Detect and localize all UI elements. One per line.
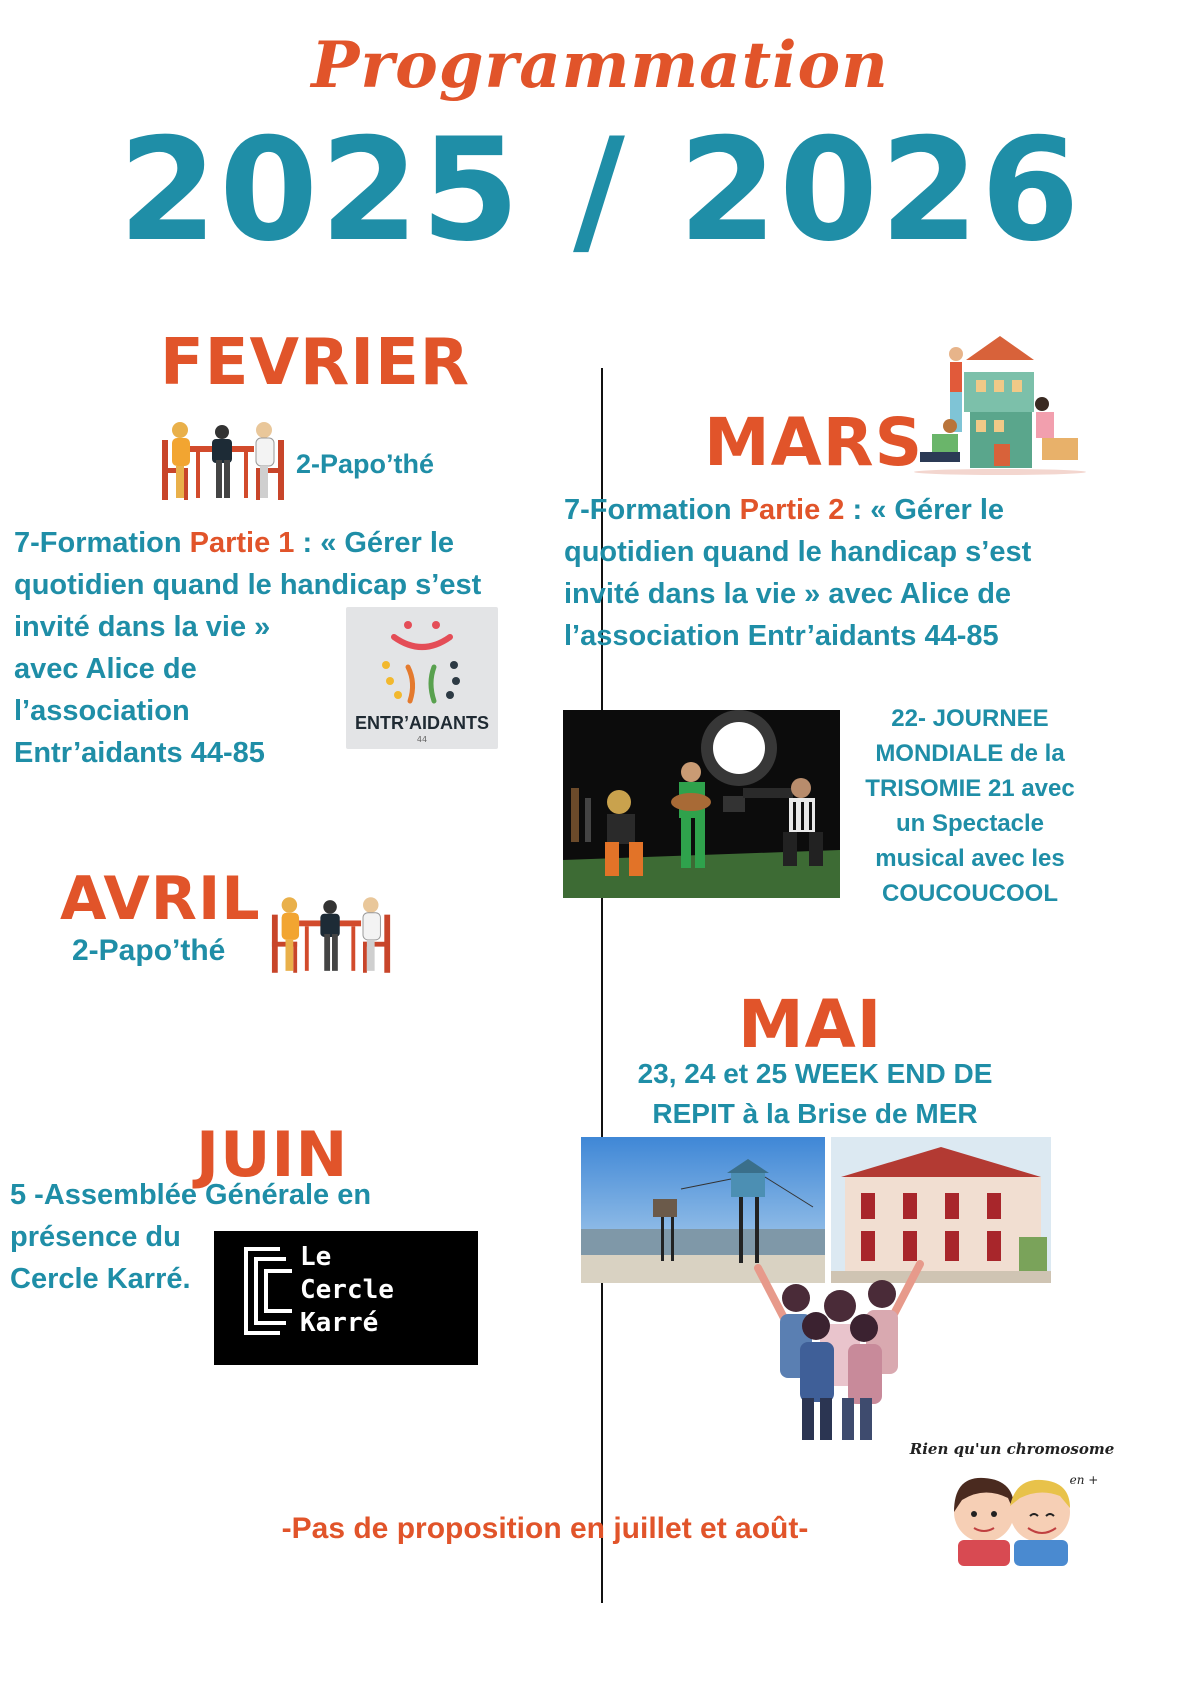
mai-line2: REPIT à la Brise de MER xyxy=(652,1098,978,1129)
month-avril: AVRIL xyxy=(60,864,261,934)
mars-journee-line6: COUCOUCOOL xyxy=(882,880,1058,907)
entraidants-logo-subtext: 44 xyxy=(416,735,428,744)
fevrier-formation-line4: avec Alice de xyxy=(14,653,197,685)
juin-line3: Cercle Karré. xyxy=(10,1263,191,1295)
cercle-karre-logo-text xyxy=(300,1241,394,1340)
mars-journee-line2: MONDIALE de la xyxy=(875,740,1065,767)
cercle-karre-mark-icon xyxy=(236,1245,300,1337)
chromosome-logo-text: Rien qu'un chromosome xyxy=(909,1440,1115,1458)
rien-qu-un-chromosome-logo xyxy=(909,1428,1115,1574)
mars-formation-line1 xyxy=(564,489,1184,531)
juin-line1: 5 -Assemblée Générale en xyxy=(10,1179,372,1211)
mars-formation-line4: l’association Entr’aidants 44-85 xyxy=(564,620,999,652)
program-script-title: Programmation xyxy=(311,28,889,103)
juin-line2: présence du xyxy=(10,1221,181,1253)
mars-journee-line5: musical avec les xyxy=(875,845,1065,872)
cercle-karre-logo xyxy=(214,1231,478,1365)
fevrier-formation-line1 xyxy=(14,522,574,564)
coucoucool-concert-photo xyxy=(563,710,840,898)
entraidants-smile-icon xyxy=(372,617,472,705)
fevrier-formation-line5: l’association xyxy=(14,695,190,727)
mars-formation-line3: invité dans la vie » avec Alice de xyxy=(564,578,1012,610)
cercle-karre-logo-line1: Le xyxy=(300,1242,332,1272)
cercle-karre-logo-line2: Cercle xyxy=(300,1275,394,1305)
fevrier-formation-line6: Entr’aidants 44-85 xyxy=(14,737,265,769)
mars-formation-line2: quotidien quand le handicap s’est xyxy=(564,536,1032,568)
chromosome-logo-suffix: en + xyxy=(1069,1473,1099,1487)
mai-text xyxy=(580,1054,1050,1134)
papothe-table-illustration-icon-2 xyxy=(270,894,394,976)
mars-journee-line4: un Spectacle xyxy=(895,810,1045,837)
month-mars: MARS xyxy=(704,404,924,481)
mars-journee-line1: 22- JOURNEE xyxy=(891,705,1049,732)
month-juin: JUIN xyxy=(196,1118,349,1191)
fevrier-formation-partie: Partie 1 xyxy=(189,527,295,559)
mars-journee-line3: TRISOMIE 21 avec xyxy=(865,775,1075,802)
program-years-title: 2025 / 2026 xyxy=(118,108,1082,273)
cercle-karre-logo-line3: Karré xyxy=(300,1308,379,1338)
mars-formation-line1-rest: : « Gérer le xyxy=(844,494,1005,526)
mai-line1: 23, 24 et 25 WEEK END DE xyxy=(637,1058,993,1089)
group-people-illustration-icon xyxy=(744,1258,934,1444)
avril-papothe: 2-Papo’thé xyxy=(72,934,226,967)
mars-formation-partie: Partie 2 xyxy=(739,494,845,526)
mars-journee-text xyxy=(842,701,1098,911)
papothe-table-illustration-icon xyxy=(160,420,288,502)
fevrier-papothe: 2-Papo’thé xyxy=(296,449,435,479)
footer-note: -Pas de proposition en juillet et août- xyxy=(281,1512,809,1545)
fevrier-formation-line3: invité dans la vie » xyxy=(14,611,271,643)
month-fevrier: FEVRIER xyxy=(160,326,471,400)
entraidants-logo-text: ENTR’AIDANTS xyxy=(355,713,489,733)
month-mai: MAI xyxy=(738,986,883,1063)
fevrier-formation-line1-rest: : « Gérer le xyxy=(294,527,455,559)
mars-formation-prefix: 7-Formation xyxy=(564,494,740,526)
team-puzzle-illustration-icon xyxy=(910,332,1090,476)
fevrier-formation-prefix: 7-Formation xyxy=(14,527,190,559)
mars-formation-text xyxy=(564,489,1184,657)
fevrier-formation-line2: quotidien quand le handicap s’est xyxy=(14,569,482,601)
entraidants-logo xyxy=(346,607,498,749)
